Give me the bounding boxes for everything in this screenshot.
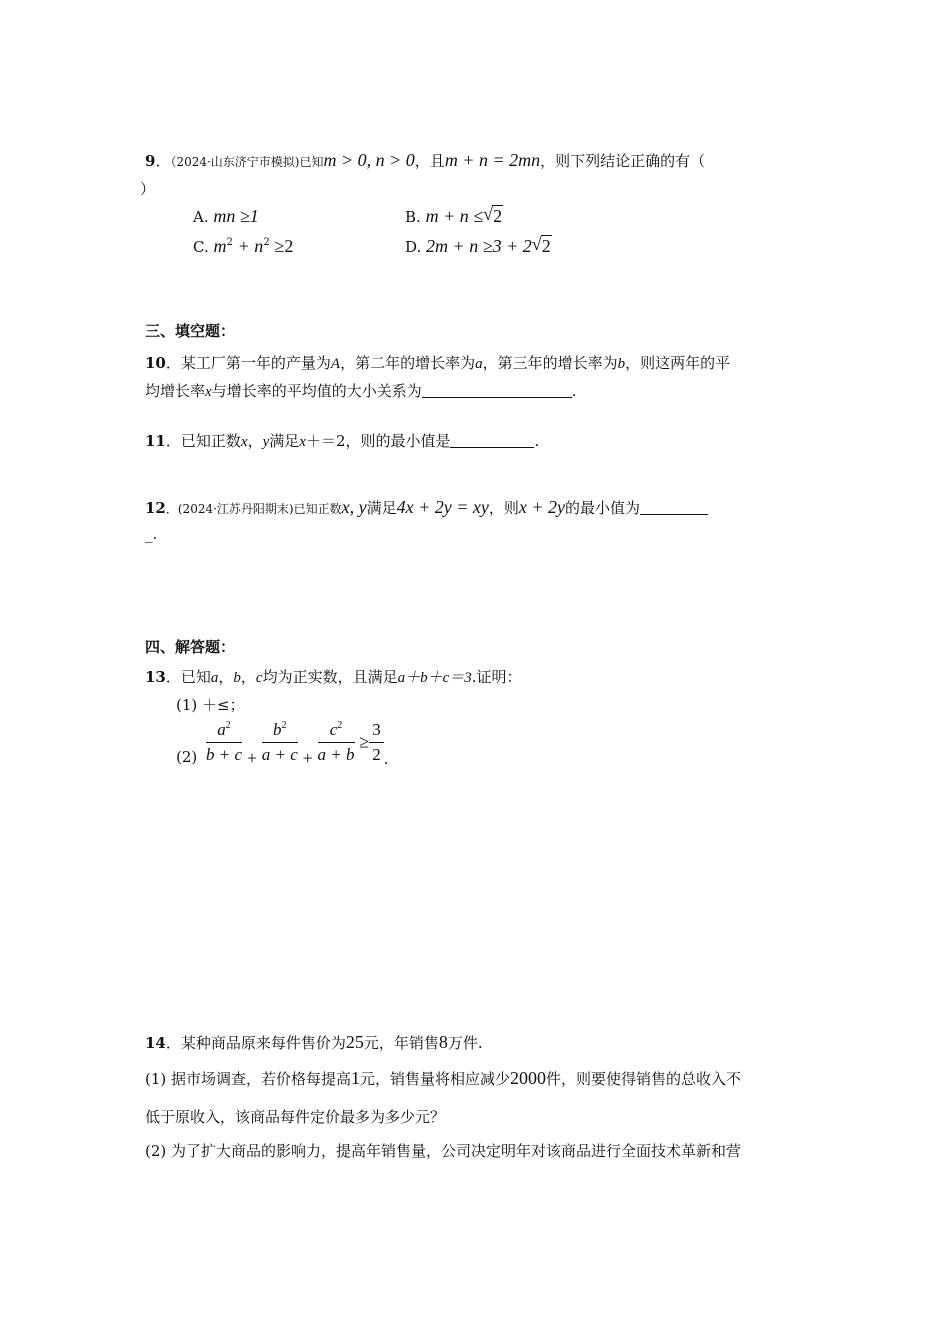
q9-number: 9 xyxy=(145,152,156,170)
q9-option-c-exp2: 2 xyxy=(263,237,270,248)
q9-condition: m > 0, n > 0 xyxy=(323,150,415,170)
q10-var-x: x xyxy=(205,384,212,400)
q13-number: 13 xyxy=(145,668,166,686)
q13-line1: 13．已知a，b，c均为正实数，且满足a＋b＋c＝3.证明： xyxy=(145,668,522,686)
q9-option-b-math: m + n ≤ xyxy=(425,206,484,226)
q13-part1: (1) ＋≤； xyxy=(176,696,245,714)
q13-fraction-1: $\frac{a^2}{b + c}$ xyxy=(206,719,243,764)
q10-answer-blank[interactable] xyxy=(422,382,572,398)
q14-line1: 14．某种商品原来每件售价为25元，年销售8万件. xyxy=(145,1032,483,1052)
q13-part2: (2) $\frac{a^2}{b + c}$ + $\frac{b^2}{a + c}$ + $\frac{c^2}{a + b}$ ≥ $\frac{3}{2}$ . xyxy=(176,719,389,768)
q11-line: 11．已知正数x，y满足x＋＝2，则的最小值是 . xyxy=(145,432,540,450)
q10-var-A: A xyxy=(330,356,341,372)
q9-line1: 9．（2024·山东济宁市模拟)已知m > 0, n > 0，且m + n = 2mn，则下列结论正确的有（ xyxy=(145,150,706,170)
q9-option-b xyxy=(405,206,503,227)
q11-answer-blank[interactable] xyxy=(450,432,534,448)
q9-option-a xyxy=(193,206,259,227)
q13-fraction-2: $\frac{b^2}{a + c}$ xyxy=(261,719,298,764)
q9-option-d xyxy=(405,236,552,257)
q12-equation: 4x + 2y = xy xyxy=(396,497,489,517)
q9-option-c-n: + n xyxy=(237,236,264,256)
q10-line2: 均增长率x与增长率的平均值的大小关系为 . xyxy=(145,382,577,400)
q9-tail: ，则下列结论正确的有（ xyxy=(540,152,706,170)
q13-fraction-rhs: $\frac{3}{2}$ xyxy=(369,720,384,765)
q12-number: 12 xyxy=(145,499,166,517)
q10-line1: 10．某工厂第一年的产量为A，第二年的增长率为a，第三年的增长率为b，则这两年的平 xyxy=(145,354,731,372)
section-4-title: 四、解答题： xyxy=(145,638,236,656)
q9-option-c-tail: ≥2 xyxy=(274,236,294,256)
q12-expression: x + 2y xyxy=(518,497,565,517)
q9-option-d-sqrt: √ 2 xyxy=(531,234,551,256)
q9-option-c-exp1: 2 xyxy=(226,237,233,248)
q9-mid: ，且 xyxy=(414,152,445,170)
section-3-title: 三、填空题： xyxy=(145,322,236,340)
q9-option-a-math: mn ≥1 xyxy=(213,206,259,226)
q12-answer-blank[interactable] xyxy=(640,499,708,515)
q9-option-d-math: 2m + n ≥3 + 2 xyxy=(426,236,532,256)
q9-option-b-sqrt: √ 2 xyxy=(483,204,503,226)
q14-number: 14 xyxy=(145,1034,166,1052)
q10-var-a: a xyxy=(475,356,483,372)
q9-option-d-label: D. xyxy=(405,238,422,256)
q9-close-paren: ） xyxy=(140,180,156,198)
q9-equation: m + n = 2mn xyxy=(444,150,541,170)
q10-number: 10 xyxy=(145,354,166,372)
q9-option-c-label: C. xyxy=(193,238,209,256)
q14-part1-line2: 低于原收入，该商品每件定价最多为多少元？ xyxy=(145,1108,446,1126)
q14-part2-line1: (2) 为了扩大商品的影响力，提高年销售量，公司决定明年对该商品进行全面技术革新和营 xyxy=(145,1142,742,1160)
q11-number: 11 xyxy=(145,432,166,450)
q9-option-a-label: A. xyxy=(193,208,209,226)
q13-part2-label: (2) xyxy=(176,748,198,766)
q9-option-b-label: B. xyxy=(405,208,421,226)
q10-var-b: b xyxy=(617,356,626,372)
q12-line1: 12．(2024·江苏丹阳期末)已知正数x, y满足4x + 2y = xy，则x + 2y的最小值为 xyxy=(145,497,708,518)
q9-option-c xyxy=(193,236,293,257)
q9-source: （2024·山东济宁市模拟)已知 xyxy=(170,155,324,169)
q13-fraction-3: $\frac{c^2}{a + b}$ xyxy=(317,719,355,764)
q9-option-c-m: m xyxy=(213,236,227,256)
q14-part1-line1: (1) 据市场调查，若价格每提高1元，销售量将相应减少2000件，则要使得销售的总收入不 xyxy=(145,1068,742,1088)
q12-line2: _. xyxy=(145,525,158,543)
